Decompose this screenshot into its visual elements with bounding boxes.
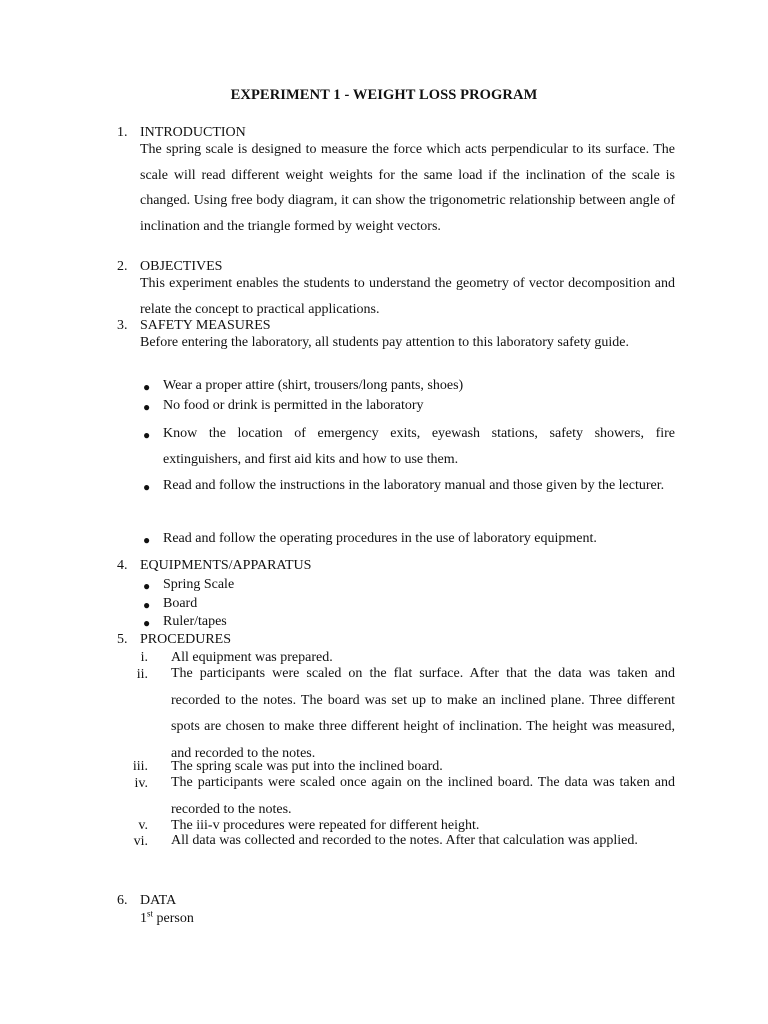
data-person-ordinal: st (147, 908, 154, 919)
section-heading-safety: SAFETY MEASURES (140, 318, 271, 333)
bullet-icon: ● (143, 380, 151, 394)
procedure-numeral: iii. (132, 759, 148, 774)
bullet-icon: ● (143, 598, 151, 612)
procedure-step: All equipment was prepared. (171, 650, 333, 665)
safety-item: Wear a proper attire (shirt, trousers/long pants, shoes) (163, 378, 464, 393)
bullet-icon: ● (143, 579, 151, 593)
procedure-step: The spring scale was put into the inclined board. (171, 759, 443, 774)
data-person-label: person (153, 911, 194, 926)
procedure-numeral: iv. (134, 776, 148, 791)
bullet-icon: ● (143, 616, 151, 630)
objectives-paragraph: This experiment enables the students to understand the geometry of vector decomposition and relate the concept to practical applications. (140, 276, 675, 317)
bullet-icon: ● (143, 533, 151, 547)
procedure-step: All data was collected and recorded to the notes. After that calculation was applied. (171, 833, 638, 848)
section-heading-objectives: OBJECTIVES (140, 259, 223, 274)
procedure-step: The participants were scaled once again on the inclined board. The data was taken and recorded to the notes. (171, 775, 675, 817)
section-number-introduction: 1. (117, 125, 128, 140)
safety-item: Read and follow the instructions in the laboratory manual and those given by the lecturer. (163, 478, 665, 493)
procedure-numeral: i. (140, 650, 148, 665)
equipment-item: Spring Scale (163, 577, 235, 592)
procedure-numeral: vi. (133, 834, 148, 849)
section-number-procedures: 5. (117, 632, 128, 647)
safety-item: No food or drink is permitted in the laboratory (163, 398, 424, 413)
introduction-paragraph: The spring scale is designed to measure the force which acts perpendicular to its surface. The scale will read different weight weights for the same load if the inclination of the scale is changed. Using free body diagram, it can show the trigonometric relationship between angle of inclination and the triangle formed by weight vectors. (140, 142, 675, 234)
section-heading-data: DATA (140, 893, 177, 908)
section-heading-equipment: EQUIPMENTS/APPARATUS (140, 558, 312, 573)
equipment-item: Ruler/tapes (163, 614, 227, 629)
procedure-numeral: v. (138, 818, 148, 833)
data-subheading (140, 910, 675, 928)
safety-item: Know the location of emergency exits, eyewash stations, safety showers, fire extinguishers, and first aid kits and how to use them. (163, 426, 675, 467)
procedure-step: The participants were scaled on the flat surface. After that the data was taken and recorded to the notes. The board was set up to make an inclined plane. Three different spots are chosen to make three different height of inclination. The height was measured, and recorded to the notes. (171, 666, 675, 761)
safety-paragraph: Before entering the laboratory, all students pay attention to this laboratory safety guide. (140, 335, 629, 350)
section-number-data: 6. (117, 893, 128, 908)
bullet-icon: ● (143, 400, 151, 414)
section-number-equipment: 4. (117, 558, 128, 573)
section-heading-introduction: INTRODUCTION (140, 125, 246, 140)
procedure-step: The iii-v procedures were repeated for different height. (171, 818, 480, 833)
data-person-number: 1 (140, 911, 147, 926)
bullet-icon: ● (143, 480, 151, 494)
page-title: EXPERIMENT 1 - WEIGHT LOSS PROGRAM (230, 87, 538, 103)
section-heading-procedures: PROCEDURES (140, 632, 232, 647)
section-number-objectives: 2. (117, 259, 128, 274)
equipment-item: Board (163, 596, 198, 611)
procedure-numeral: ii. (136, 667, 148, 682)
safety-item: Read and follow the operating procedures in the use of laboratory equipment. (163, 531, 597, 546)
section-number-safety: 3. (117, 318, 128, 333)
bullet-icon: ● (143, 428, 151, 442)
